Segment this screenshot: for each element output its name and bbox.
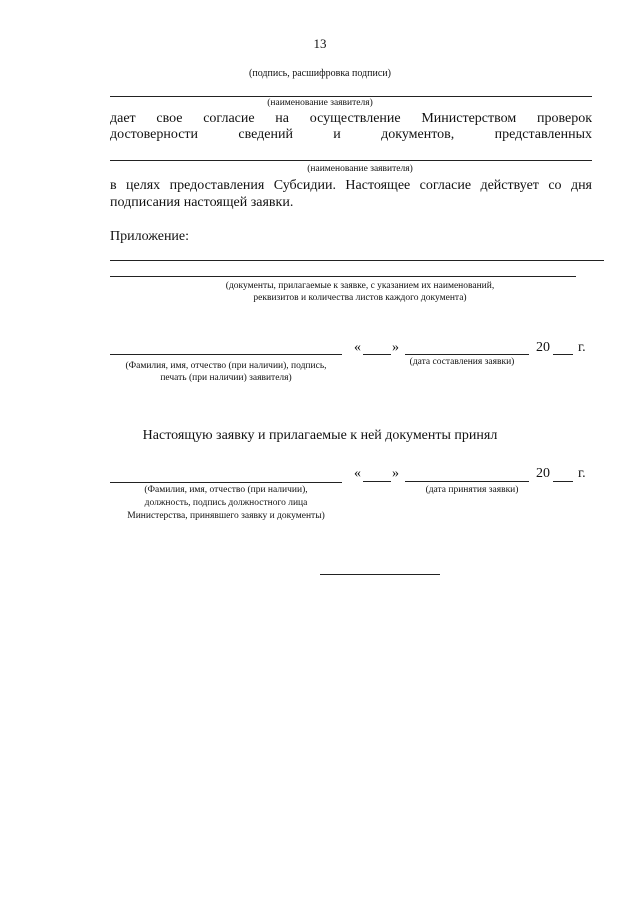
accept-year-line[interactable] <box>553 481 573 482</box>
official-caption-2: должность, подпись должностного лица <box>144 498 308 508</box>
consent-line-2: достоверности сведений и документов, представленных <box>110 127 592 142</box>
official-caption-1: (Фамилия, имя, отчество (при наличии), <box>144 485 308 495</box>
attachment-line-2[interactable] <box>110 276 576 277</box>
signature-caption: (подпись, расшифровка подписи) <box>249 68 391 79</box>
purpose-line-1: в целях предоставления Субсидии. Настоящее согласие действует со дня <box>110 178 592 193</box>
applicant-caption-1: (наименование заявителя) <box>267 98 373 108</box>
date-month-line[interactable] <box>405 354 529 355</box>
applicant-caption-2: (наименование заявителя) <box>307 164 413 174</box>
official-caption-3: Министерства, принявшего заявку и документы) <box>127 511 325 521</box>
attachment-label: Приложение: <box>110 229 190 244</box>
attachment-line-1[interactable] <box>110 260 604 261</box>
applicant-name-line-2[interactable] <box>110 160 592 161</box>
accept-quote-open: « <box>354 466 361 481</box>
attachment-caption-1: (документы, прилагаемые к заявке, с указанием их наименований, <box>225 281 495 291</box>
acceptance-heading: Настоящую заявку и прилагаемые к ней документы принял <box>142 428 498 443</box>
attachment-caption-2: реквизитов и количества листов каждого документа) <box>253 293 467 303</box>
accept-quote-close: » <box>392 466 399 481</box>
official-signature-line[interactable] <box>110 482 342 483</box>
consent-line-1: дает свое согласие на осуществление Министерством проверок <box>110 111 592 126</box>
accept-year-suffix: г. <box>578 466 586 481</box>
applicant-signature-caption-1: (Фамилия, имя, отчество (при наличии), подпись, <box>125 361 327 371</box>
date-quote-close: » <box>392 340 399 355</box>
applicant-signature-line[interactable] <box>110 354 342 355</box>
date-year-suffix: г. <box>578 340 586 355</box>
date-day-line[interactable] <box>363 354 391 355</box>
date-compiled-caption: (дата составления заявки) <box>409 357 515 367</box>
end-separator <box>320 574 440 575</box>
purpose-line-2: подписания настоящей заявки. <box>110 195 294 210</box>
accept-month-line[interactable] <box>405 481 529 482</box>
date-year-line[interactable] <box>553 354 573 355</box>
accept-year-prefix: 20 <box>536 466 550 481</box>
date-quote-open: « <box>354 340 361 355</box>
accept-day-line[interactable] <box>363 481 391 482</box>
accept-date-caption: (дата принятия заявки) <box>425 485 519 495</box>
page-number: 13 <box>313 36 327 51</box>
date-year-prefix: 20 <box>536 340 550 355</box>
applicant-signature-caption-2: печать (при наличии) заявителя) <box>160 373 292 383</box>
